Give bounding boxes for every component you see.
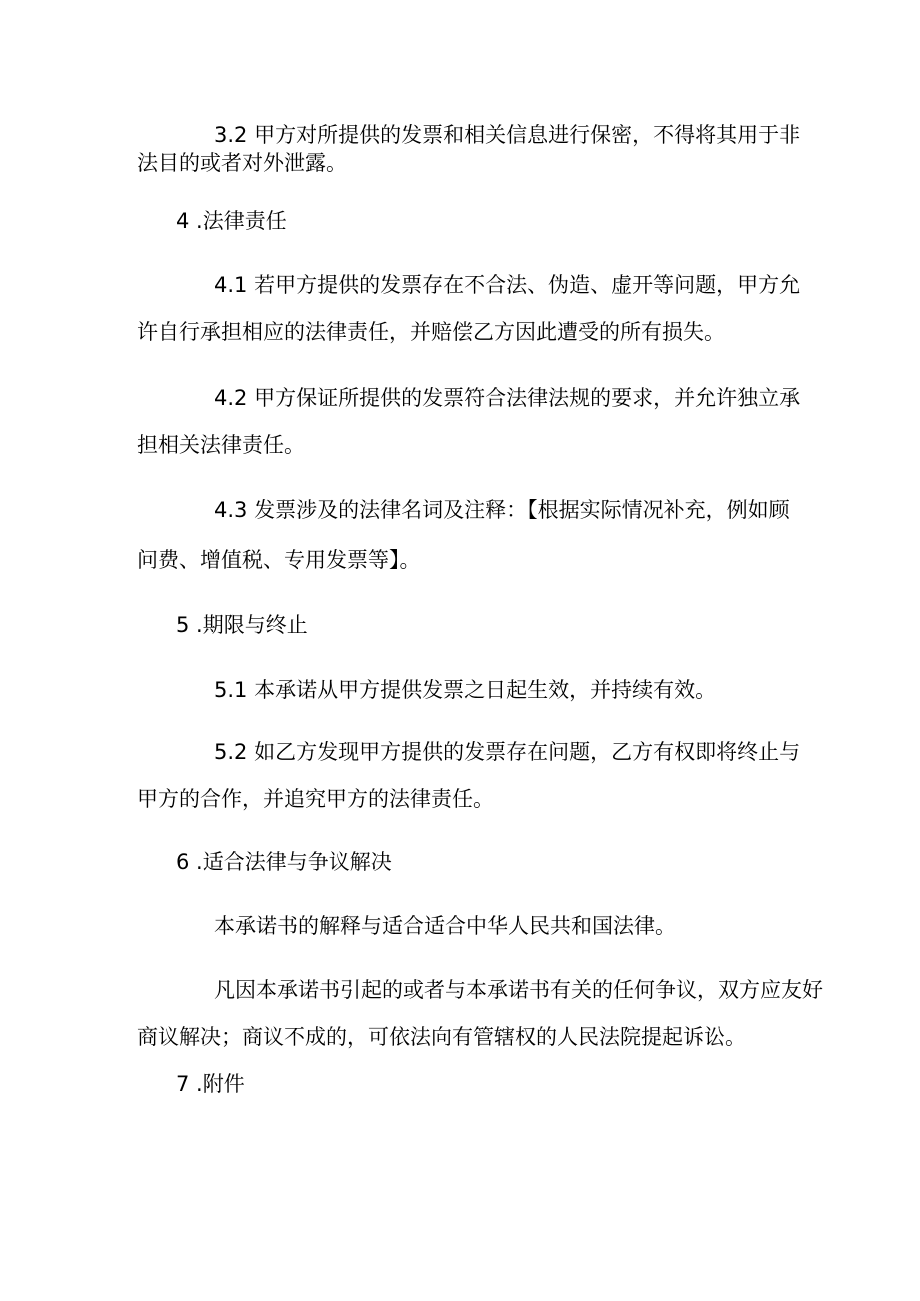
section-6-paragraph-1: 本承诺书的解释与适合适合中华人民共和国法律。 [214,914,676,938]
section-6-paragraph-2-line-1: 凡因本承诺书引起的或者与本承诺书有关的任何争议，双方应友好 [214,978,823,1002]
clause-4-1-line-1: 4.1 若甲方提供的发票存在不合法、伪造、虚开等问题，甲方允 [214,273,801,297]
section-5-heading: 5 .期限与终止 [176,613,308,637]
section-4-heading: 4 .法律责任 [176,209,287,233]
clause-4-1-line-2: 许自行承担相应的法律责任，并赔偿乙方因此遭受的所有损失。 [137,320,725,344]
clause-4-3-line-1: 4.3 发票涉及的法律名词及注释：【根据实际情况补充，例如顾 [214,498,790,522]
clause-4-2-line-1: 4.2 甲方保证所提供的发票符合法律法规的要求，并允许独立承 [214,386,801,410]
section-6-heading: 6 .适合法律与争议解决 [176,850,392,874]
clause-5-2-line-1: 5.2 如乙方发现甲方提供的发票存在问题，乙方有权即将终止与 [214,740,801,764]
section-7-heading: 7 .附件 [176,1072,245,1096]
clause-3-2-line-2: 法目的或者对外泄露。 [137,151,347,175]
clause-4-3-line-2: 问费、增值税、专用发票等】。 [137,548,421,572]
clause-5-2-line-2: 甲方的合作，并追究甲方的法律责任。 [137,787,494,811]
clause-3-2-line-1: 3.2 甲方对所提供的发票和相关信息进行保密，不得将其用于非 [214,123,801,147]
clause-5-1-line-1: 5.1 本承诺从甲方提供发票之日起生效，并持续有效。 [214,678,717,702]
clause-4-2-line-2: 担相关法律责任。 [137,433,305,457]
section-6-paragraph-2-line-2: 商议解决；商议不成的，可依法向有管辖权的人民法院提起诉讼。 [137,1025,746,1049]
